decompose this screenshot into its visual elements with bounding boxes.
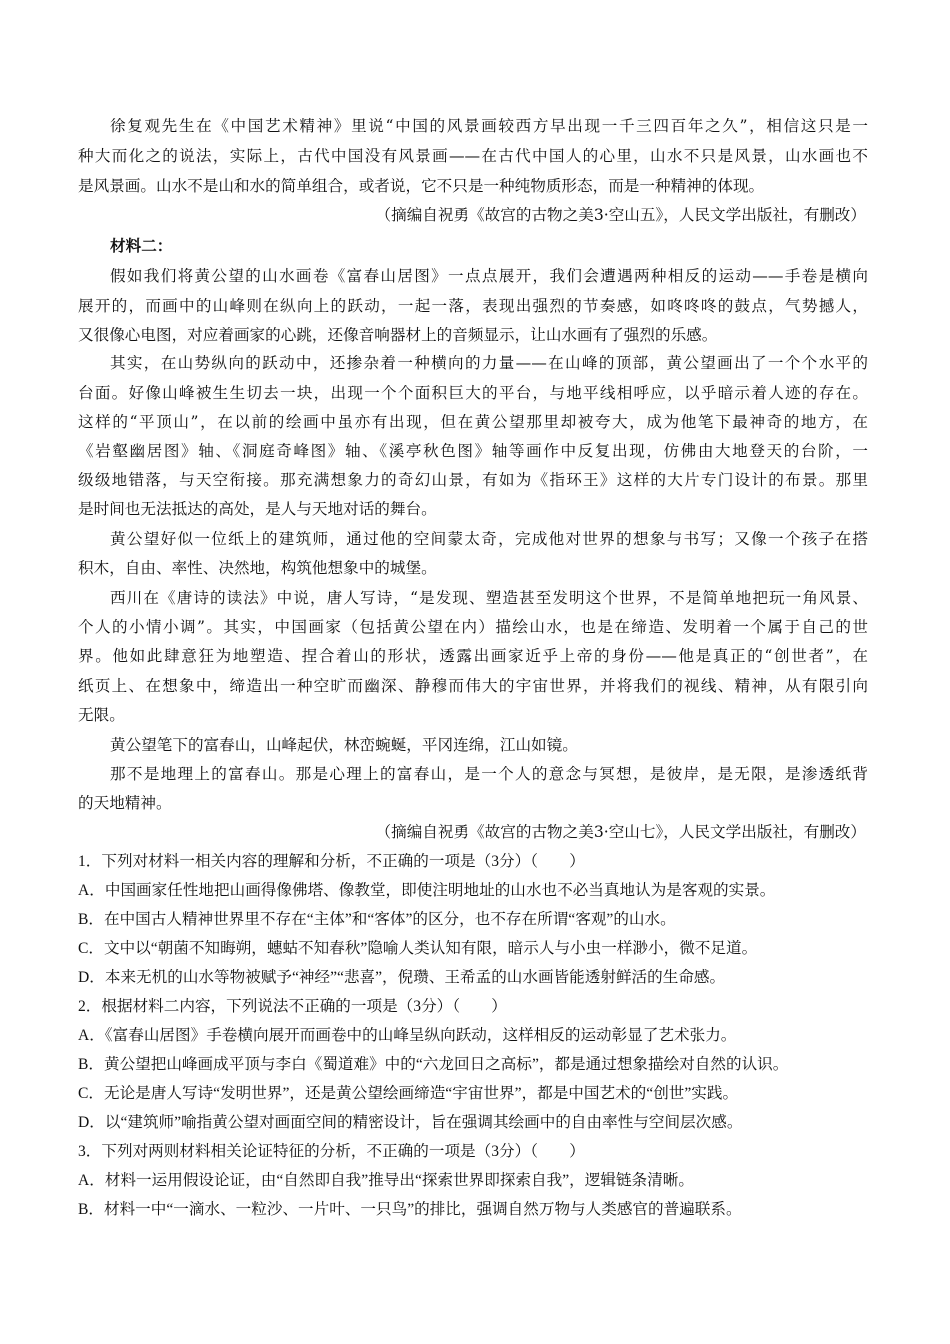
question-2-option-d: D．以“建筑师”喻指黄公望对画面空间的精密设计，旨在强调其绘画中的自由率性与空间层次感。 <box>78 1114 743 1131</box>
material2-p1-line: 又很像心电图，对应着画家的心跳，还像音响器材上的音频显示，让山水画有了强烈的乐感。 <box>78 326 718 344</box>
material2-p2-line: 这样的“平顶山”，在以前的绘画中虽亦有出现，但在黄公望那里却被夸大，成为他笔下最神奇的地方，在 <box>78 413 868 431</box>
question-3-option-b: B．材料一中“一滴水、一粒沙、一片叶、一只鸟”的排比，强调自然万物与人类感官的普遍联系。 <box>78 1201 742 1218</box>
material2-heading: 材料二： <box>110 236 173 255</box>
material2-source: （摘编自祝勇《故宫的古物之美3·空山七》，人民文学出版社，有删改） <box>375 823 866 841</box>
question-3-option-a: A．材料一运用假设论证，由“自然即自我”推导出“探索世界即探索自我”，逻辑链条清晰。 <box>78 1172 694 1189</box>
material2-p5-line: 黄公望笔下的富春山，山峰起伏，林峦蜿蜒，平冈连绵，江山如镜。 <box>110 736 578 754</box>
material1-p1-line: 种大而化之的说法，实际上，古代中国没有风景画——在古代中国人的心里，山水不只是风景，山水画也不 <box>78 147 868 165</box>
material2-p6-line: 的天地精神。 <box>78 794 172 812</box>
material2-p4-line: 个人的小情小调”。其实，中国画家（包括黄公望在内）描绘山水，也是在缔造、发明着一个属于自己的世 <box>78 618 868 636</box>
material2-p2-line: 是时间也无法抵达的高处，是人与天地对话的舞台。 <box>78 500 437 518</box>
material2-p3-line: 积木，自由、率性、决然地，构筑他想象中的城堡。 <box>78 559 437 577</box>
material1-p1-line: 徐复观先生在《中国艺术精神》里说“中国的风景画较西方早出现一千三四百年之久”，相信这只是一 <box>110 117 868 135</box>
material2-p2-line: 其实，在山势纵向的跃动中，还掺杂着一种横向的力量——在山峰的顶部，黄公望画出了一个个水平的 <box>110 354 868 372</box>
material1-source: （摘编自祝勇《故宫的古物之美3·空山五》，人民文学出版社，有删改） <box>375 206 866 224</box>
question-2-option-a: A．《富春山居图》手卷横向展开而画卷中的山峰呈纵向跃动，这样相反的运动彰显了艺术张力。 <box>78 1027 737 1044</box>
material2-p4-line: 无限。 <box>78 706 125 724</box>
question-2-stem: 2．根据材料二内容，下列说法不正确的一项是（3分）（ ） <box>78 998 507 1015</box>
question-2-option-c: C．无论是唐人写诗“发明世界”，还是黄公望绘画缔造“宇宙世界”，都是中国艺术的“创世”实践。 <box>78 1085 739 1102</box>
material1-p1-line: 是风景画。山水不是山和水的简单组合，或者说，它不只是一种纯物质形态，而是一种精神的体现。 <box>78 177 765 195</box>
question-1-option-d: D．本来无机的山水等物被赋予“神经”“悲喜”，倪瓒、王希孟的山水画皆能透射鲜活的生命感。 <box>78 969 726 986</box>
question-1-option-b: B．在中国古人精神世界里不存在“主体”和“客体”的区分，也不存在所谓“客观”的山水。 <box>78 911 676 928</box>
material2-p2-line: 《岩壑幽居图》轴、《洞庭奇峰图》轴、《溪亭秋色图》轴等画作中反复出现，仿佛由大地登天的台阶，一 <box>78 442 868 460</box>
question-1-option-c: C．文中以“朝菌不知晦朔，蟪蛄不知春秋”隐喻人类认知有限，暗示人与小虫一样渺小，微不足道。 <box>78 940 758 957</box>
material2-p1-line: 展开的，而画中的山峰则在纵向上的跃动，一起一落，表现出强烈的节奏感，如咚咚咚的鼓点，气势撼人， <box>78 297 868 315</box>
question-1-stem: 1．下列对材料一相关内容的理解和分析，不正确的一项是（3分）（ ） <box>78 853 585 870</box>
material2-p1-line: 假如我们将黄公望的山水画卷《富春山居图》一点点展开，我们会遭遇两种相反的运动——手卷是横向 <box>110 267 868 285</box>
material2-p3-line: 黄公望好似一位纸上的建筑师，通过他的空间蒙太奇，完成他对世界的想象与书写；又像一个孩子在搭 <box>110 530 868 548</box>
question-3-stem: 3．下列对两则材料相关论证特征的分析，不正确的一项是（3分）（ ） <box>78 1143 585 1160</box>
material2-p4-line: 界。他如此肆意狂为地塑造、捏合着山的形状，透露出画家近乎上帝的身份——他是真正的“创世者”，在 <box>78 647 868 665</box>
question-2-option-b: B．黄公望把山峰画成平顶与李白《蜀道难》中的“六龙回日之高标”，都是通过想象描绘对自然的认识。 <box>78 1056 789 1073</box>
material2-p2-line: 台面。好像山峰被生生切去一块，出现一个个面积巨大的平台，与地平线相呼应，以乎暗示着人迹的存在。 <box>78 384 868 402</box>
question-1-option-a: A．中国画家任性地把山画得像佛塔、像教堂，即使注明地址的山水也不必当真地认为是客观的实景。 <box>78 882 776 899</box>
material2-p6-line: 那不是地理上的富春山。那是心理上的富春山，是一个人的意念与冥想，是彼岸，是无限，是渗透纸背 <box>110 765 868 783</box>
material2-p2-line: 级级地错落，与天空衔接。那充满想象力的奇幻山景，有如为《指环王》这样的大片专门设计的布景。那里 <box>78 471 868 489</box>
material2-p4-line: 纸页上、在想象中，缔造出一种空旷而幽深、静穆而伟大的宇宙世界，并将我们的视线、精神，从有限引向 <box>78 677 868 695</box>
material2-p4-line: 西川在《唐诗的读法》中说，唐人写诗，“是发现、塑造甚至发明这个世界，不是简单地把玩一角风景、 <box>110 589 868 607</box>
